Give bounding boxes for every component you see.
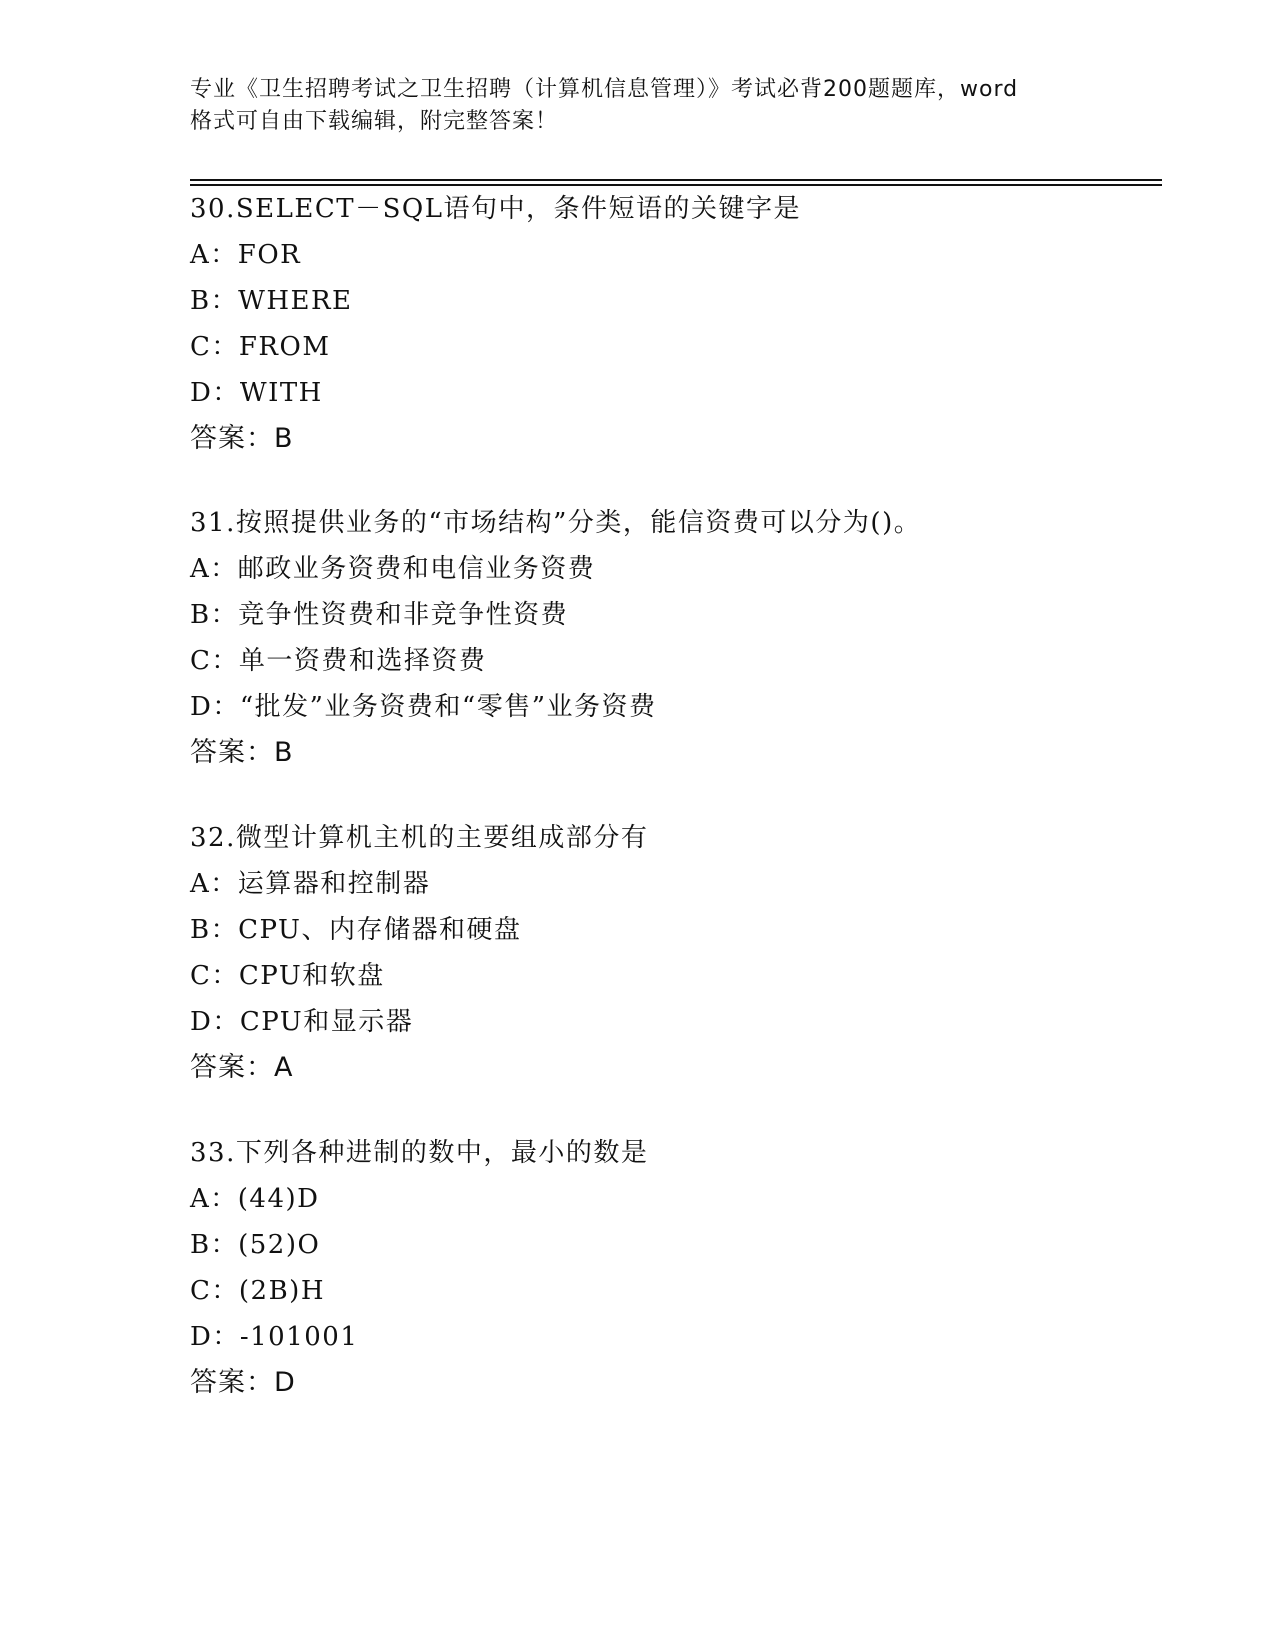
question-32 xyxy=(190,815,1150,1091)
answer-label: 答案：B xyxy=(190,737,294,768)
option-c: C：FROM xyxy=(190,332,331,362)
question-stem: 31.按照提供业务的“市场结构”分类，能信资费可以分为()。 xyxy=(190,508,922,538)
option-a: A：FOR xyxy=(190,240,302,270)
option-d: D：-101001 xyxy=(190,1322,359,1352)
option-b: B：(52)O xyxy=(190,1230,321,1260)
question-stem: 32.微型计算机主机的主要组成部分有 xyxy=(190,823,649,853)
option-a: A：运算器和控制器 xyxy=(190,869,431,899)
option-a: A：(44)D xyxy=(190,1184,320,1214)
header-divider-top xyxy=(190,179,1162,181)
question-stem: 30.SELECT－SQL语句中，条件短语的关键字是 xyxy=(190,194,802,224)
option-c: C：单一资费和选择资费 xyxy=(190,646,487,676)
question-stem: 33.下列各种进制的数中，最小的数是 xyxy=(190,1138,649,1168)
header-line-2: 格式可自由下载编辑，附完整答案！ xyxy=(190,109,559,134)
option-d: D：“批发”业务资费和“零售”业务资费 xyxy=(190,692,657,722)
option-b: B：CPU、内存储器和硬盘 xyxy=(190,915,522,945)
option-c: C：CPU和软盘 xyxy=(190,961,385,991)
question-30 xyxy=(190,186,1150,462)
option-c: C：(2B)H xyxy=(190,1276,326,1306)
answer-label: 答案：D xyxy=(190,1367,296,1398)
option-d: D：WITH xyxy=(190,378,323,408)
document-header xyxy=(190,74,1100,138)
option-b: B：竞争性资费和非竞争性资费 xyxy=(190,600,569,630)
question-31 xyxy=(190,500,1150,776)
header-line-1: 专业《卫生招聘考试之卫生招聘（计算机信息管理）》考试必背200题题库，word xyxy=(190,77,1019,102)
answer-label: 答案：B xyxy=(190,423,294,454)
option-b: B：WHERE xyxy=(190,286,353,316)
answer-label: 答案：A xyxy=(190,1052,294,1083)
option-a: A：邮政业务资费和电信业务资费 xyxy=(190,554,596,584)
question-33 xyxy=(190,1130,1150,1406)
option-d: D：CPU和显示器 xyxy=(190,1007,414,1037)
